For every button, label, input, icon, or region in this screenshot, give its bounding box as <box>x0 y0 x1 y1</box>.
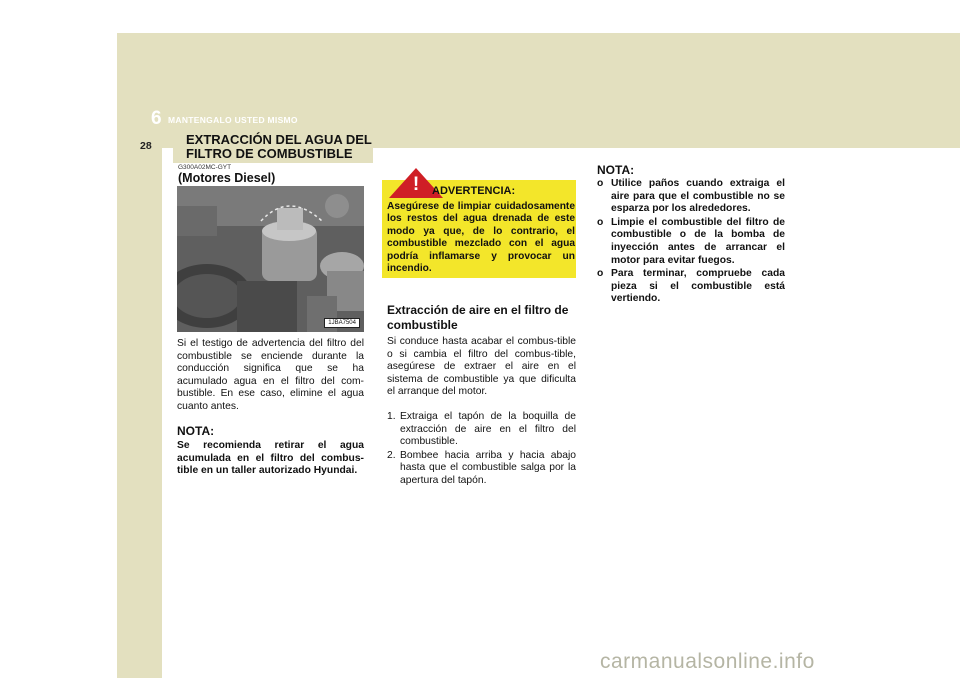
watermark: carmanualsonline.info <box>600 650 815 673</box>
nota-item <box>597 178 785 216</box>
step-number: 2. <box>387 449 396 461</box>
nota-item-text: Limpie el combustible del filtro de combustible o de la bomba de inyección antes de arrancar el motor para evitar fuegos. <box>611 216 785 266</box>
photo-caption: 1JBA7504 <box>324 318 360 328</box>
left-paragraph: Si el testigo de advertencia del filtro del combustible se enciende durante la conducción significa que se ha acumulado agua en el filtro del com-bustible. En ese caso, elimine el agua cuanto antes. <box>177 338 364 412</box>
air-extraction-steps <box>387 411 576 489</box>
right-nota-list <box>597 178 785 307</box>
engine-illustration <box>177 186 364 332</box>
section-code: G300A02MC-GYT <box>178 164 232 171</box>
chapter-title: MANTENGALO USTED MISMO <box>168 115 298 125</box>
left-nota-heading: NOTA: <box>177 424 215 438</box>
step-text: Bombee hacia arriba y hacia abajo hasta que el combustible salga por la apertura del tapón. <box>400 449 576 486</box>
nota-bullet: o <box>597 268 604 280</box>
air-extraction-heading: Extracción de aire en el filtro de combustible <box>387 303 569 332</box>
engine-photo <box>177 186 364 332</box>
page-number: 28 <box>140 140 152 152</box>
nota-item-text: Utilice paños cuando extraiga el aire para que el combustible no se esparza por los alrededores. <box>611 178 785 215</box>
step-item <box>387 411 576 449</box>
step-number: 1. <box>387 411 396 422</box>
nota-item-text: Para terminar, compruebe cada pieza si el combustible está vertiendo. <box>611 268 785 305</box>
right-nota-heading: NOTA: <box>597 163 635 177</box>
warning-text: Asegúrese de limpiar cuidadosamente los restos del agua drenada de este modo ya que, de lo contrario, el combustible mezclado con el agua podría inflamarse y provocar un incendio. <box>387 201 575 275</box>
nota-item <box>597 268 785 306</box>
nota-bullet: o <box>597 178 604 189</box>
step-item <box>387 450 576 488</box>
left-nota-text: Se recomienda retirar el agua acumulada en el filtro del combus-tible en un taller autorizado Hyundai. <box>177 440 364 477</box>
step-text: Extraiga el tapón de la boquilla de extracción de aire en el filtro del combustible. <box>400 411 576 448</box>
nota-bullet: o <box>597 216 604 228</box>
section-subtitle: (Motores Diesel) <box>178 171 276 185</box>
chapter-number: 6 <box>151 108 162 129</box>
warning-exclamation: ! <box>412 174 420 195</box>
air-extraction-paragraph: Si conduce hasta acabar el combus-tible o si cambia el filtro del combus-tible, asegúrese de extraer el aire en el sistema de combustible ya que dificulta el arranque del motor. <box>387 336 576 398</box>
nota-item <box>597 217 785 267</box>
section-title: EXTRACCIÓN DEL AGUA DEL FILTRO DE COMBUSTIBLE <box>186 132 372 161</box>
warning-title: ADVERTENCIA: <box>432 185 516 197</box>
